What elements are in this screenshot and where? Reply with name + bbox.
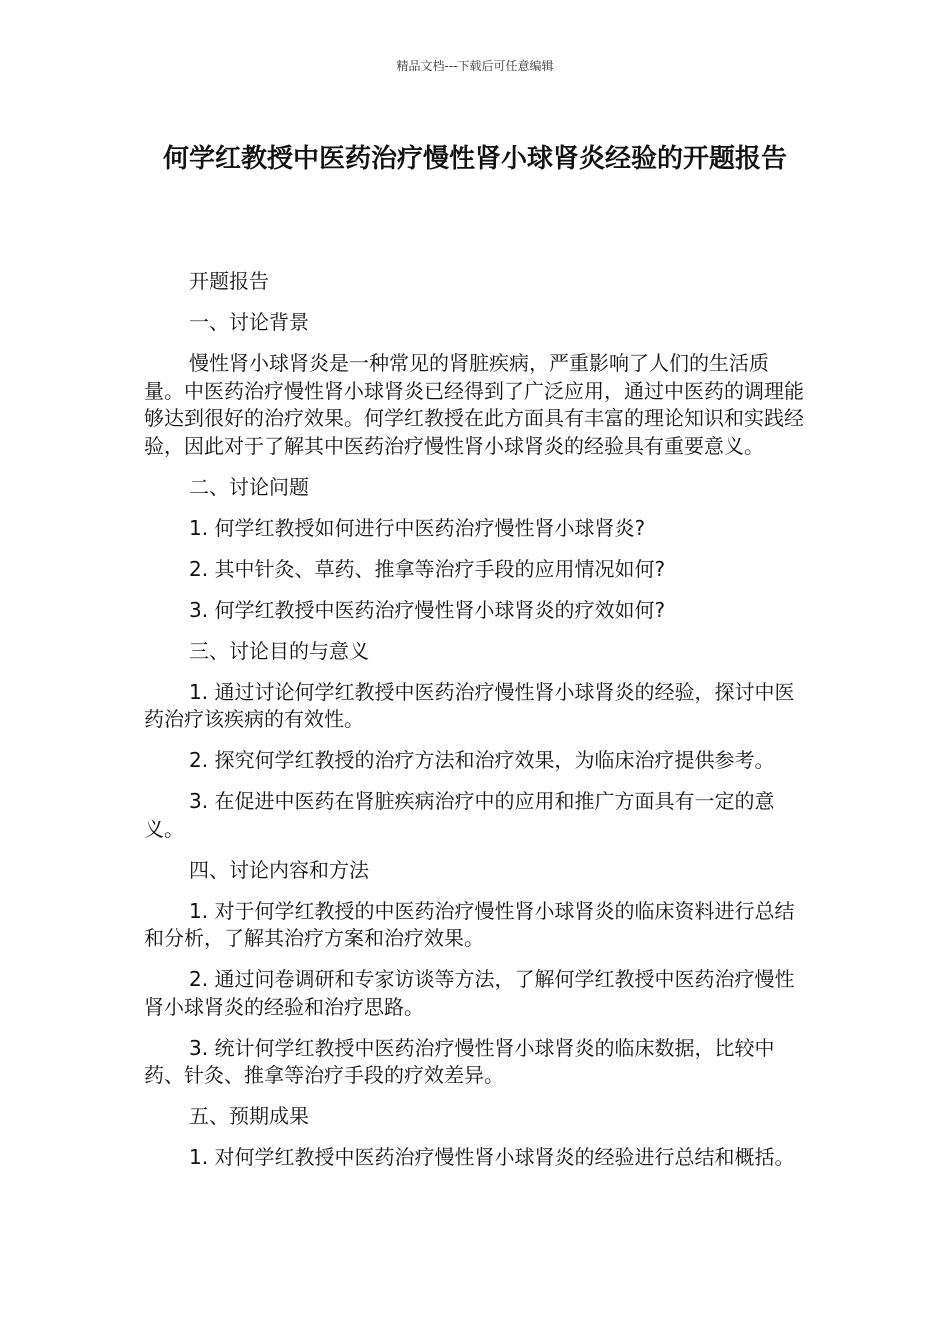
section-heading: 一、讨论背景 [189, 310, 309, 334]
list-item: 1. 通过讨论何学红教授中医药治疗慢性肾小球肾炎的经验，探讨中医药治疗该疾病的有效性。 [144, 679, 795, 731]
list-item: 3. 统计何学红教授中医药治疗慢性肾小球肾炎的临床数据，比较中药、针灸、推拿等治疗手段的疗效差异。 [144, 1035, 775, 1087]
section-heading: 五、预期成果 [189, 1104, 309, 1128]
list-item: 2. 其中针灸、草药、推拿等治疗手段的应用情况如何? [189, 556, 666, 581]
list-item: 1. 何学红教授如何进行中医药治疗慢性肾小球肾炎? [189, 515, 646, 540]
list-item: 1. 对何学红教授中医药治疗慢性肾小球肾炎的经验进行总结和概括。 [189, 1145, 795, 1169]
paragraph: 慢性肾小球肾炎是一种常见的肾脏疾病，严重影响了人们的生活质量。中医药治疗慢性肾小球肾炎已经得到了广泛应用，通过中医药的调理能够达到很好的治疗效果。何学红教授在此方面具有丰富的理论知识和实践经验，因此对于了解其中医药治疗慢性肾小球肾炎的经验具有重要意义。 [144, 351, 804, 458]
document-body [144, 268, 806, 1185]
section-heading: 四、讨论内容和方法 [189, 857, 369, 882]
page-title: 何学红教授中医药治疗慢性肾小球肾炎经验的开题报告 [162, 144, 787, 174]
paragraph: 开题报告 [189, 269, 269, 293]
header-note: 精品文档---下载后可任意编辑 [396, 59, 554, 73]
list-item: 2. 探究何学红教授的治疗方法和治疗效果，为临床治疗提供参考。 [189, 748, 775, 772]
section-heading: 二、讨论问题 [189, 474, 309, 499]
list-item: 3. 在促进中医药在肾脏疾病治疗中的应用和推广方面具有一定的意义。 [144, 789, 775, 841]
list-item: 2. 通过问卷调研和专家访谈等方法，了解何学红教授中医药治疗慢性肾小球肾炎的经验和治疗思路。 [144, 967, 795, 1019]
list-item: 3. 何学红教授中医药治疗慢性肾小球肾炎的疗效如何? [189, 597, 666, 622]
list-item: 1. 对于何学红教授的中医药治疗慢性肾小球肾炎的临床资料进行总结和分析，了解其治疗方案和治疗效果。 [144, 898, 795, 950]
section-heading: 三、讨论目的与意义 [189, 638, 369, 663]
